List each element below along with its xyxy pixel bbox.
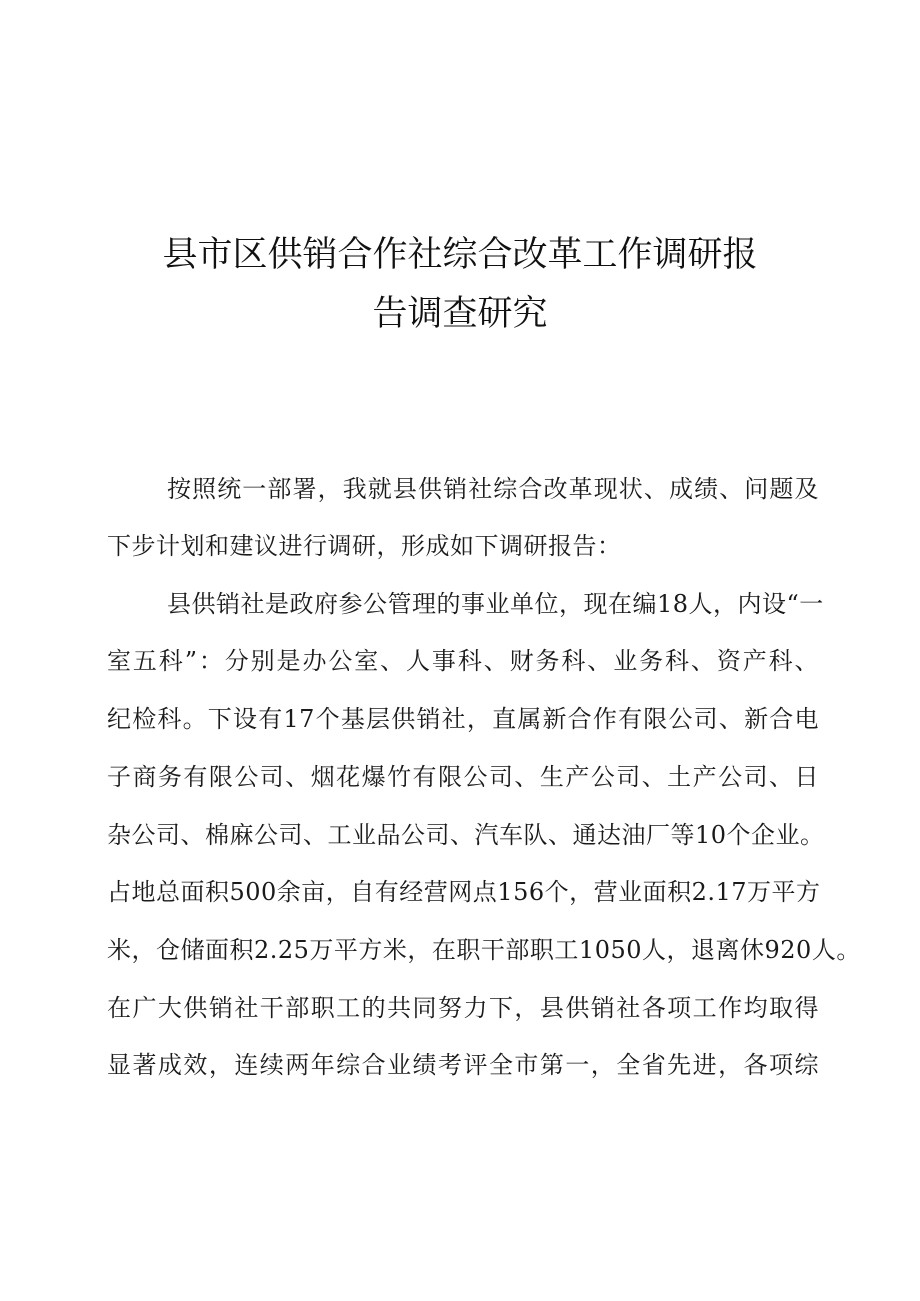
document-title-line-1: 县市区供销合作社综合改革工作调研报 (162, 235, 758, 275)
paragraph-2-line-6: 占地总面积500余亩，自有经营网点156个，营业面积2.17万平方 (107, 878, 821, 906)
paragraph-1-line-1: 按照统一部署，我就县供销社综合改革现状、成绩、问题及 (167, 475, 819, 503)
paragraph-2-line-1: 县供销社是政府参公管理的事业单位，现在编18人，内设“一 (167, 590, 824, 618)
paragraph-2-line-3: 纪检科。下设有17个基层供销社，直属新合作有限公司、新合电 (107, 705, 819, 733)
paragraph-2-line-2: 室五科”：分别是办公室、人事科、财务科、业务科、资产科、 (107, 647, 819, 675)
paragraph-1-line-2: 下步计划和建议进行调研，形成如下调研报告： (107, 532, 622, 560)
document-title-line-2: 告调查研究 (372, 294, 548, 334)
paragraph-2-line-9: 显著成效，连续两年综合业绩考评全市第一，全省先进，各项综 (107, 1051, 819, 1079)
paragraph-2-line-7: 米，仓储面积2.25万平方米，在职干部职工1050人，退离休920人。 (107, 936, 861, 964)
paragraph-2-line-5: 杂公司、棉麻公司、工业品公司、汽车队、通达油厂等10个企业。 (107, 821, 825, 849)
paragraph-2-line-8: 在广大供销社干部职工的共同努力下，县供销社各项工作均取得 (107, 994, 819, 1022)
paragraph-2-line-4: 子商务有限公司、烟花爆竹有限公司、生产公司、土产公司、日 (107, 763, 819, 791)
